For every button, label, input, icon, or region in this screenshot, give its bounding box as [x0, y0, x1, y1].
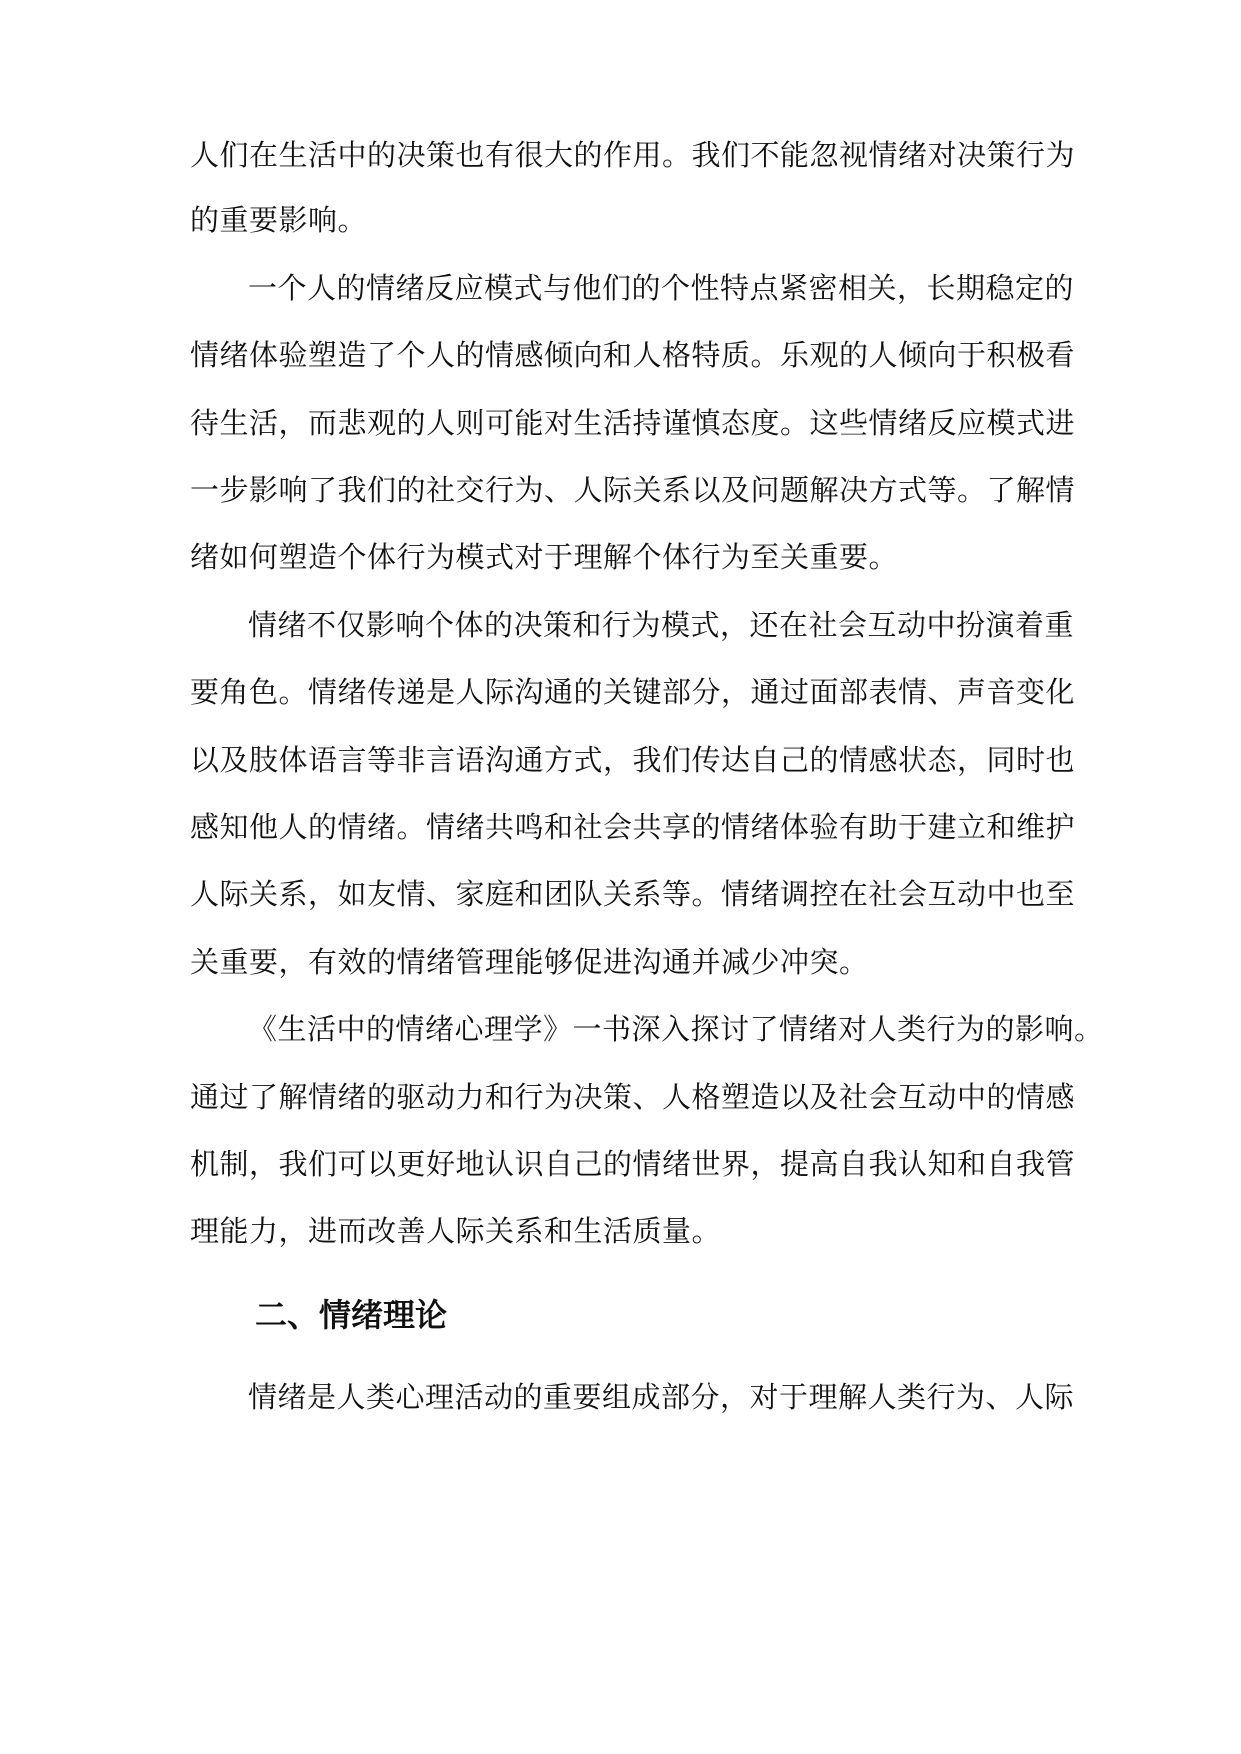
paragraph-line: 理能力，进而改善人际关系和生活质量。: [190, 1214, 722, 1248]
paragraph-line: 一个人的情绪反应模式与他们的个性特点紧密相关，长期稳定的: [248, 271, 1075, 305]
paragraph-line: 情绪体验塑造了个人的情感倾向和人格特质。乐观的人倾向于积极看: [190, 338, 1076, 372]
paragraph-line: 《生活中的情绪心理学》一书深入探讨了情绪对人类行为的影响。: [248, 1012, 1104, 1046]
paragraph-line: 通过了解情绪的驱动力和行为决策、人格塑造以及社会互动中的情感: [190, 1080, 1076, 1114]
paragraph-line: 绪如何塑造个体行为模式对于理解个体行为至关重要。: [190, 540, 899, 574]
paragraph-line: 情绪不仅影响个体的决策和行为模式，还在社会互动中扮演着重: [248, 608, 1075, 642]
paragraph-line: 要角色。情绪传递是人际沟通的关键部分，通过面部表情、声音变化: [190, 675, 1076, 709]
paragraph-line: 待生活，而悲观的人则可能对生活持谨慎态度。这些情绪反应模式进: [190, 406, 1076, 440]
paragraph-line: 一步影响了我们的社交行为、人际关系以及问题解决方式等。了解情: [190, 473, 1076, 507]
paragraph-line: 机制，我们可以更好地认识自己的情绪世界，提高自我认知和自我管: [190, 1147, 1076, 1181]
paragraph-line: 以及肢体语言等非言语沟通方式，我们传达自己的情感状态，同时也: [190, 743, 1076, 777]
paragraph-line: 感知他人的情绪。情绪共鸣和社会共享的情绪体验有助于建立和维护: [190, 810, 1076, 844]
paragraph-line: 情绪是人类心理活动的重要组成部分，对于理解人类行为、人际: [248, 1380, 1075, 1414]
paragraph-line: 人际关系，如友情、家庭和团队关系等。情绪调控在社会互动中也至: [190, 877, 1076, 911]
paragraph-line: 的重要影响。: [190, 203, 368, 237]
section-heading: 二、情绪理论: [255, 1296, 448, 1334]
paragraph-line: 关重要，有效的情绪管理能够促进沟通并减少冲突。: [190, 945, 869, 979]
paragraph-line: 人们在生活中的决策也有很大的作用。我们不能忽视情绪对决策行为: [190, 138, 1076, 172]
